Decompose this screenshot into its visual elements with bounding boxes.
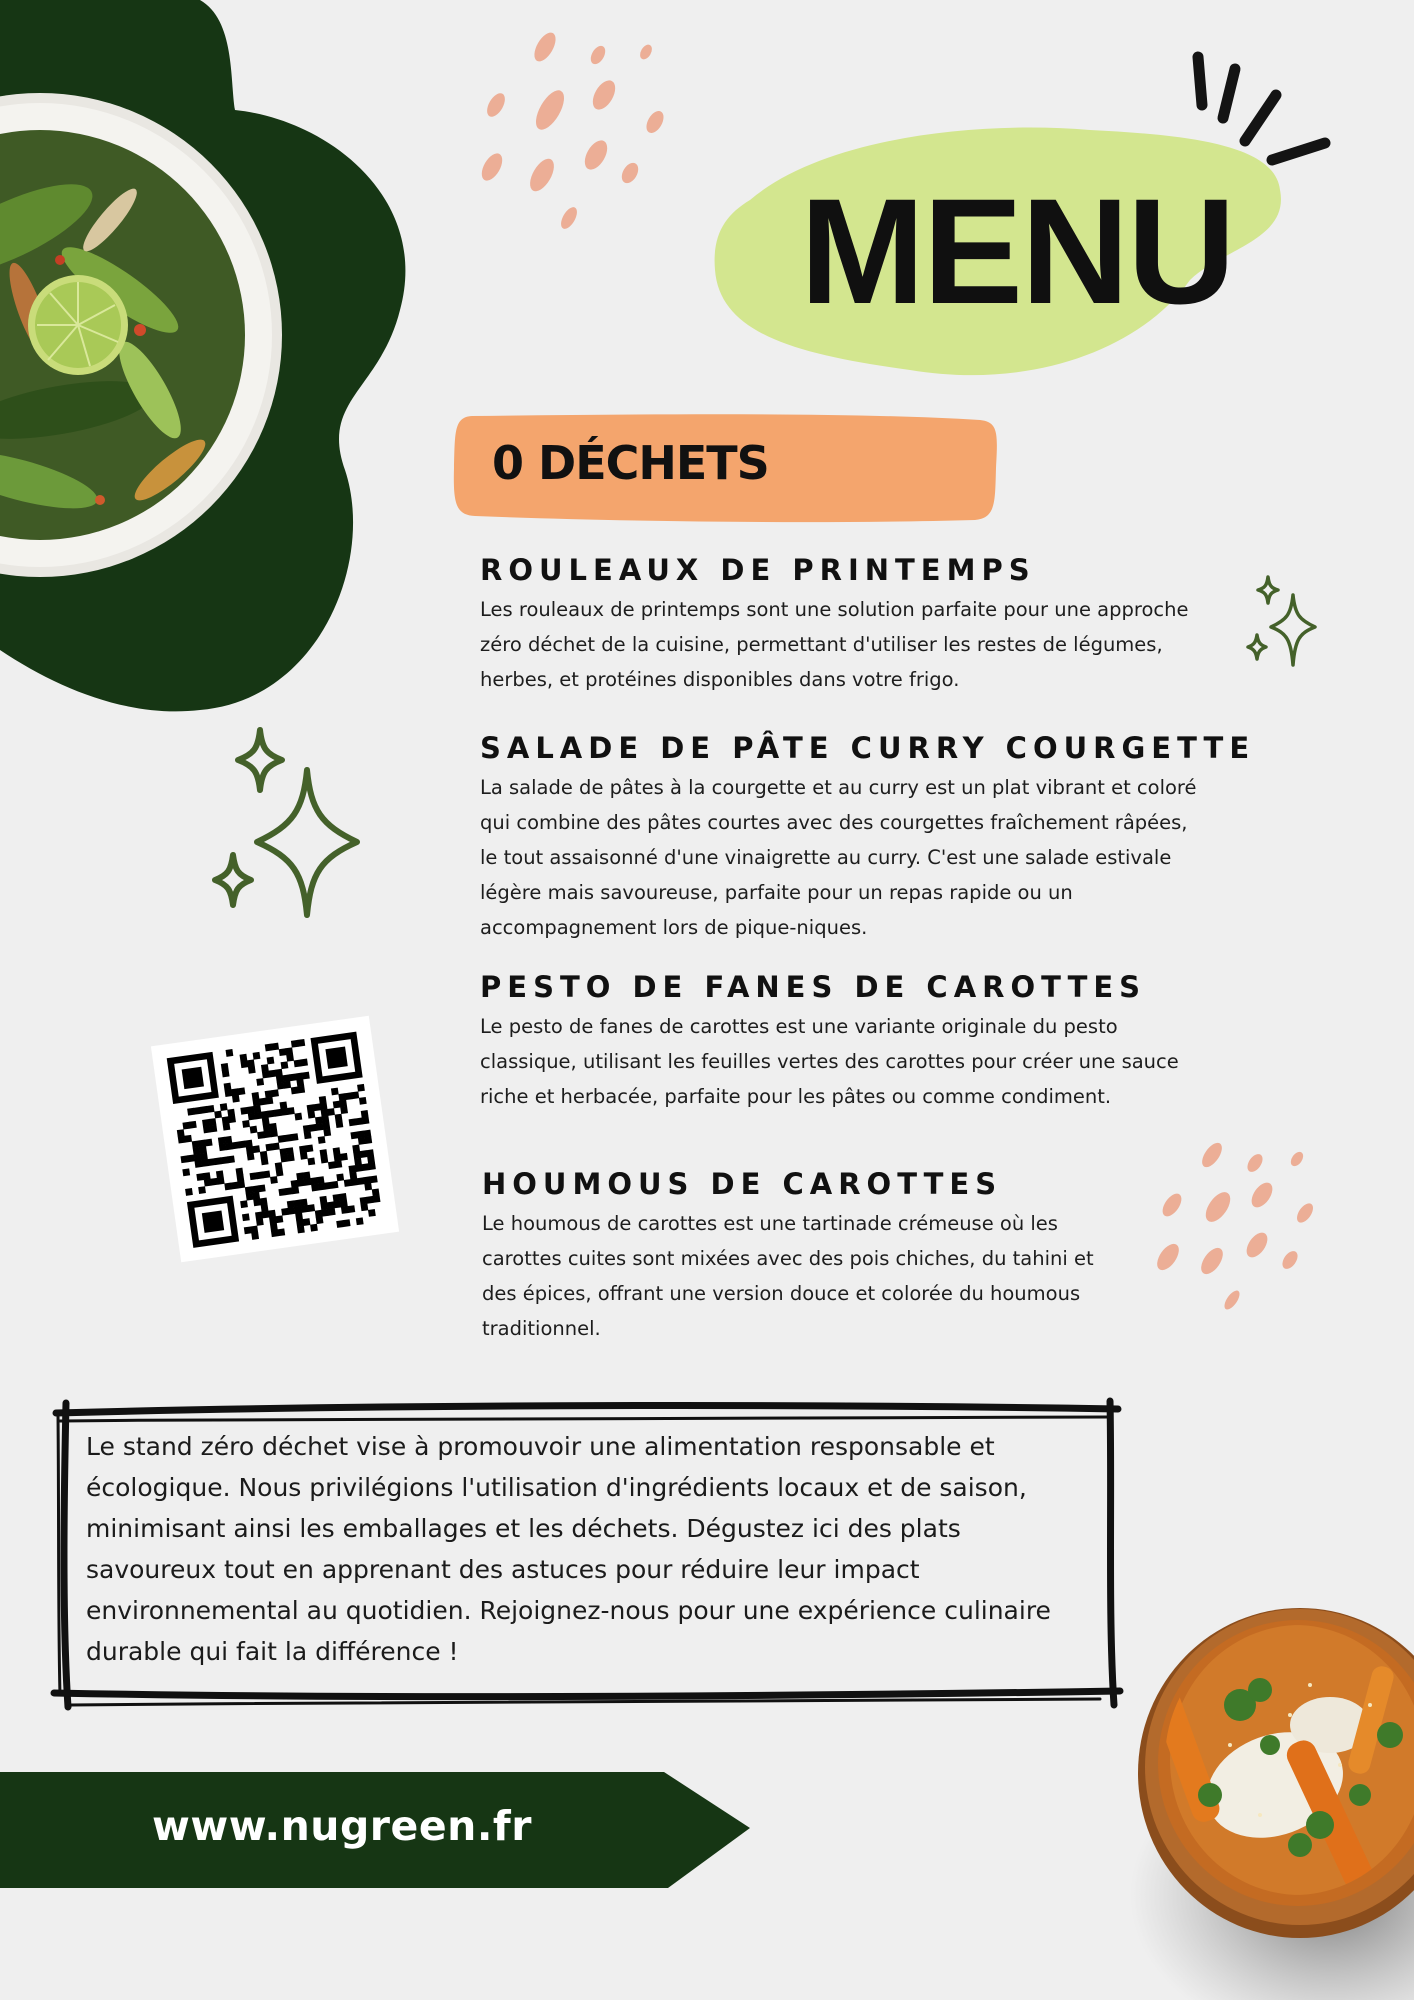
qr-code[interactable] <box>151 1016 399 1262</box>
dish-name: ROULEAUX DE PRINTEMPS <box>480 553 1036 587</box>
info-paragraph: Le stand zéro déchet vise à promouvoir une alimentation responsable et écologique. Nous privilégions l'utilisation d'ingrédients locaux et de saison, minimisant ainsi les emballages et les déchets. Dégustez ici des plats savoureux tout en apprenant des astuces pour réduire leur impact environnemental au quotidien. Rejoignez-nous pour une expérience culinaire durable qui fait la différence ! <box>86 1432 1051 1666</box>
dish-description: Le pesto de fanes de carottes est une variante originale du pesto classique, utilisant les feuilles vertes des carottes pour créer une sauce riche et herbacée, parfaite pour les pâtes ou comme condiment. <box>480 1015 1179 1108</box>
dish-name: HOUMOUS DE CAROTTES <box>482 1167 1003 1201</box>
sparkle-icon <box>1240 575 1320 670</box>
website-link[interactable]: www.nugreen.fr <box>152 1802 532 1850</box>
dish-description: Les rouleaux de printemps sont une solution parfaite pour une approche zéro déchet de la cuisine, permettant d'utiliser les restes de légumes, herbes, et protéines disponibles dans votre frigo. <box>480 598 1189 691</box>
sparkle-icon <box>205 725 365 920</box>
dot-pattern <box>1150 1135 1330 1315</box>
zero-waste-badge: 0 DÉCHETS <box>492 436 769 490</box>
dish-item <box>480 969 1240 1114</box>
qr-code-pattern <box>151 1016 399 1262</box>
dot-pattern <box>470 25 680 235</box>
curry-bowl-photo <box>1060 1595 1414 2000</box>
dish-description: Le houmous de carottes est une tartinade crémeuse où les carottes cuites sont mixées avec des pois chiches, du tahini et des épices, offrant une version douce et colorée du houmous traditionnel. <box>482 1212 1094 1340</box>
salad-bowl-photo <box>0 110 290 590</box>
dish-description: La salade de pâtes à la courgette et au curry est un plat vibrant et coloré qui combine des pâtes courtes avec des courgettes fraîchement râpées, le tout assaisonné d'une vinaigrette au curry. C'est une salade estivale légère mais savoureuse, parfaite pour un repas rapide ou un accompagnement lors de pique-niques. <box>480 776 1197 939</box>
page-title: MENU <box>800 167 1234 335</box>
dish-name: PESTO DE FANES DE CAROTTES <box>480 970 1147 1004</box>
dish-item <box>480 552 1240 697</box>
dish-name: SALADE DE PÂTE CURRY COURGETTE <box>480 731 1256 765</box>
dish-item <box>482 1166 1242 1346</box>
dish-item <box>480 730 1256 945</box>
